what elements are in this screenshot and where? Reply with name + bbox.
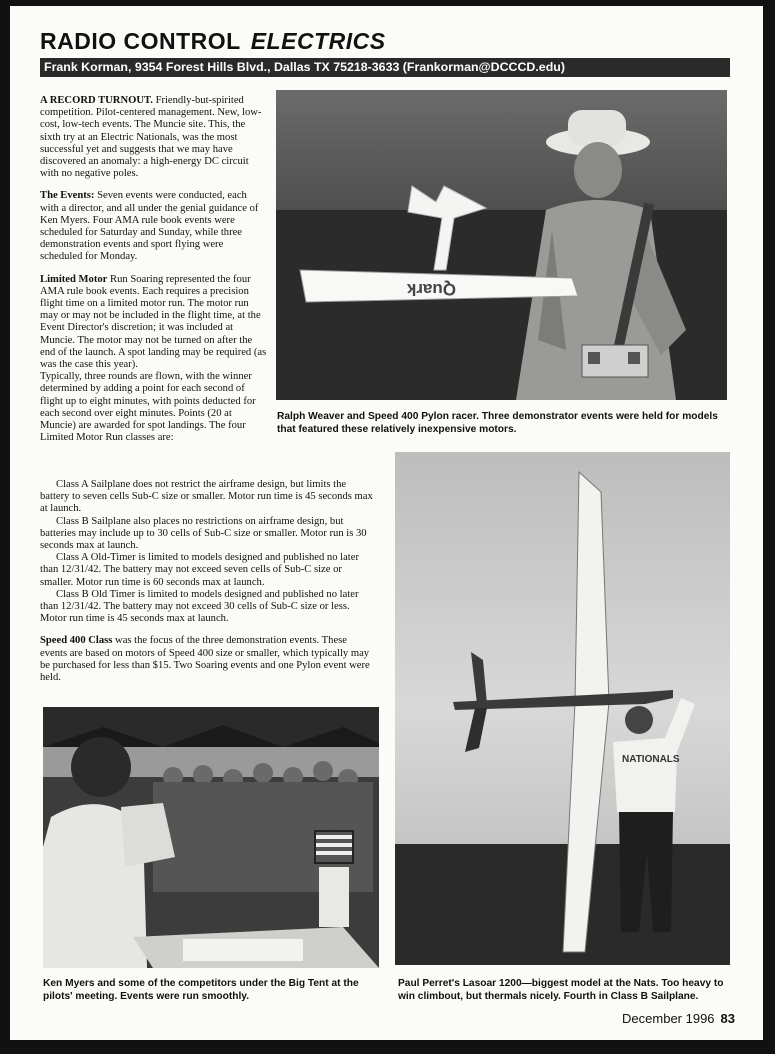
paragraph-events: The Events: Seven events were conducted, each with a director, and all under the genial guidance of Ken Myers. Four AMA rule book events were scheduled for Saturday and Sunday, while three demonstration events and sport flying were scheduled for Monday. <box>40 190 259 263</box>
class-a-sailplane: Class A Sailplane does not restrict the airframe design, but limits the battery to seven cells Sub-C size or smaller. Motor run time is 45 seconds max at launch. <box>40 479 373 515</box>
quark-label: Quark <box>406 280 456 299</box>
lead-the-events: The Events: <box>40 190 95 202</box>
photo-lasoar-sailplane <box>395 452 730 965</box>
big-tent-illustration <box>43 707 379 968</box>
photo-pylon-racer <box>276 90 727 400</box>
author-bar: Frank Korman, 9354 Forest Hills Blvd., Dallas TX 75218-3633 (Frankorman@DCCCD.edu) <box>40 58 730 77</box>
paragraph-intro: A RECORD TURNOUT. Friendly-but-spirited competition. Pilot-centered management. New, low-cost, low-tech events. The Muncie site. This, the sixth try at an Electric Nationals, was the most successful yet and suggests that we may have discovered an anomaly: a high-energy DC circuit with no negative poles. <box>40 95 262 180</box>
issue-date: December 1996 <box>622 1011 715 1026</box>
paragraph-limited-motor: Limited Motor Run Soaring represented the four AMA rule book events. Each requires a precision flight time on a limited motor run. The motor run may or may not be included in the flight time, at the Event Director's discretion; it was included at Muncie. The motor may not be turned on after the end of the launch. A spot landing may be required (as was the case this year). <box>40 273 267 371</box>
title-main: RADIO CONTROL <box>40 28 241 54</box>
shirt-label: NATIONALS <box>622 754 680 765</box>
page-footer <box>622 1011 735 1026</box>
caption-pylon-racer: Ralph Weaver and Speed 400 Pylon racer. Three demonstrator events were held for models that featured these relatively inexpensive motors. <box>277 411 718 435</box>
paragraph-speed-400: Speed 400 Class was the focus of the three demonstration events. These events are based on motors of Speed 400 size or smaller, which typically may be purchased for less than $15. Two Soaring events and one Pylon event were held. <box>40 635 370 684</box>
lead-speed-400: Speed 400 Class <box>40 635 113 647</box>
page-number: 83 <box>720 1011 735 1026</box>
class-a-old-timer: Class A Old-Timer is limited to models designed and published no later than 12/31/42. The battery may not exceed seven cells of Sub-C size or smaller. Motor run time is 60 seconds max at launch. <box>40 552 359 588</box>
class-descriptions <box>40 479 374 694</box>
article-text-column <box>40 95 268 444</box>
sailplane-illustration <box>395 452 730 965</box>
pylon-racer-illustration <box>276 90 727 400</box>
column-title <box>40 28 730 55</box>
title-italic: ELECTRICS <box>250 28 386 54</box>
caption-lasoar-sailplane: Paul Perret's Lasoar 1200—biggest model at the Nats. Too heavy to win climbout, but thermals nicely. Fourth in Class B Sailplane. <box>398 978 724 1002</box>
lead-record-turnout: A RECORD TURNOUT. <box>40 95 153 106</box>
class-b-old-timer: Class B Old Timer is limited to models designed and published no later than 12/31/42. The battery may not exceed 30 cells of Sub-C size or less. Motor run time is 45 seconds max at launch. <box>40 588 359 625</box>
caption-big-tent: Ken Myers and some of the competitors under the Big Tent at the pilots' meeting. Events were run smoothly. <box>43 978 359 1002</box>
paragraph-rounds: Typically, three rounds are flown, with the winner determined by adding a point for each second of flight up to eight minutes, with points deducted for each second over eight minutes. Points (20 at Muncie) are awarded for spot landings. The four Limited Motor Run classes are: <box>40 371 256 444</box>
photo-big-tent <box>43 707 379 968</box>
lead-limited-motor: Limited Motor <box>40 273 108 285</box>
class-b-sailplane: Class B Sailplane also places no restrictions on airframe design, but batteries may include up to 30 cells of Sub-C size or smaller. Motor run is 30 seconds max at launch. <box>40 515 367 552</box>
magazine-page <box>10 6 763 1040</box>
